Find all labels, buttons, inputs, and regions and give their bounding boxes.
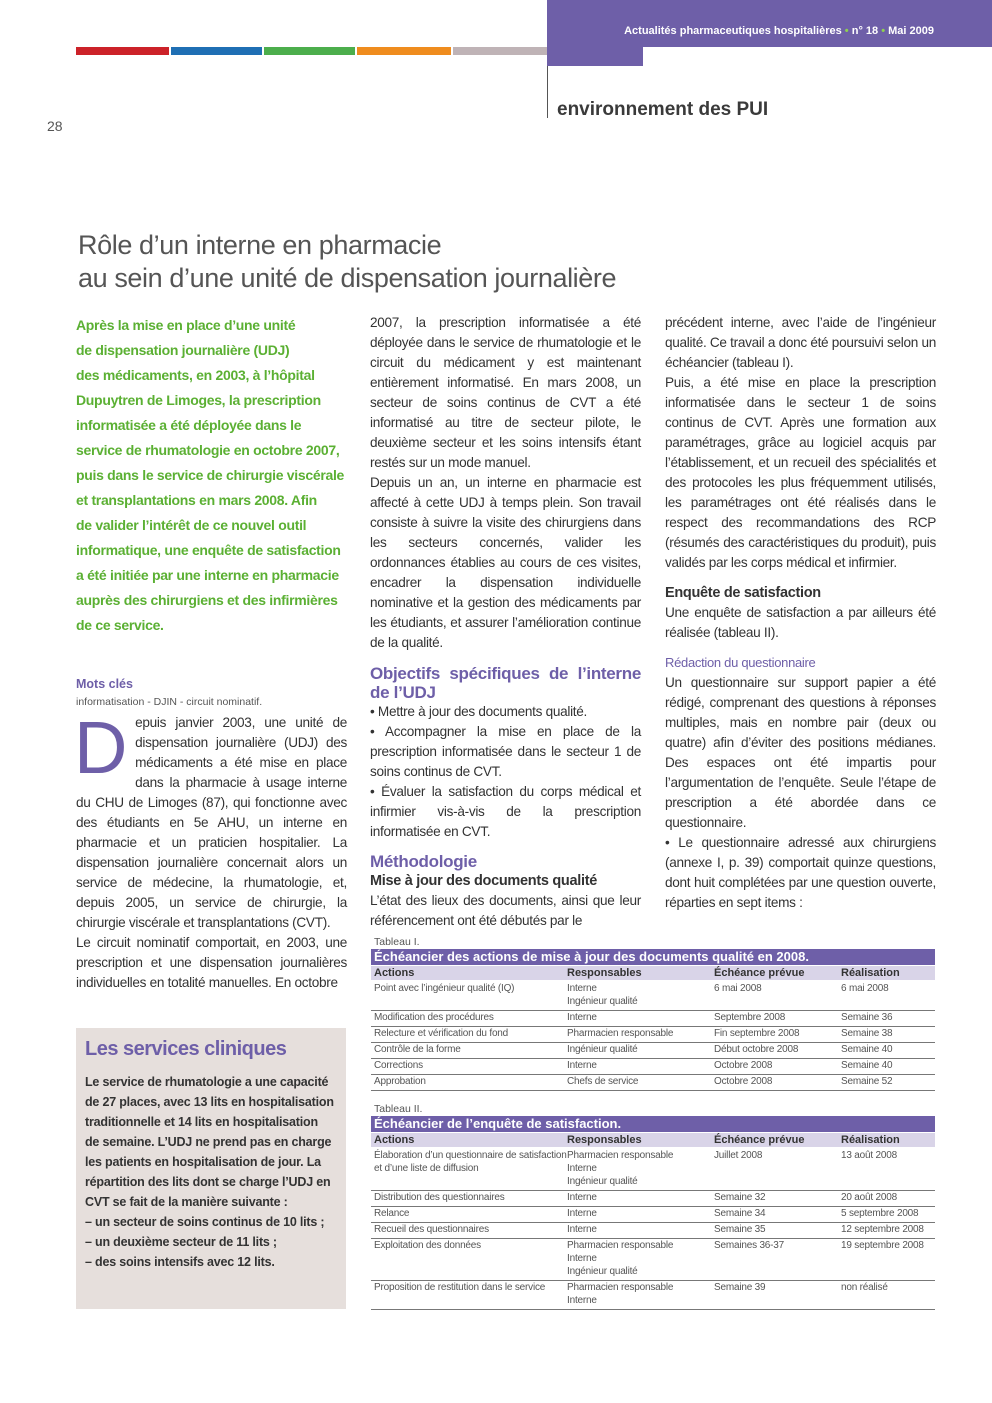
heading-enquete: Enquête de satisfaction — [665, 585, 821, 601]
bullet-item: • Accompagner la mise en place de la prescription informatisée dans le secteur 1 de soins continus de CVT. — [370, 724, 641, 779]
separator-dot: • — [881, 25, 886, 37]
paragraph: • Le questionnaire adressé aux chirurgiens (annexe I, p. 39) comportait quinze questions, dont huit complétées par une question ouverte, réparties en sept items : — [665, 835, 936, 910]
box-paragraph: Le service de rhumatologie a une capacité de 27 places, avec 13 lits en hospitalisation traditionnelle et 14 lits en hospitalisation de semaine. L’UDJ ne prend pas en charge les patients en hospitalisation de jour. La répartition des lits dont se charge l’UDJ en CVT se fait de la manière suivante : — [85, 1075, 334, 1209]
table-cell: Pharmacien responsable Interne Ingénieur qualité — [567, 1150, 674, 1187]
paragraph: Le circuit nominatif comportait, en 2003, une prescription et une dispensation journalières individuelles en totalité manuelles. En octobre — [76, 935, 347, 990]
table-cell: Juillet 2008 — [714, 1150, 763, 1161]
color-bar-segment — [264, 47, 355, 55]
table-row — [371, 1281, 935, 1310]
table-cell: Élaboration d’un questionnaire de satisfaction et d’une liste de diffusion — [374, 1150, 567, 1174]
intro-line: informatisée a été déployée dans le — [76, 417, 302, 433]
box-list-item: – un deuxième secteur de 11 lits ; — [85, 1235, 277, 1249]
table-cell: non réalisé — [841, 1282, 888, 1293]
table-header-cell: Échéance prévue — [714, 967, 805, 979]
intro-line: service de rhumatologie en octobre 2007, — [76, 442, 340, 458]
table-row — [371, 1027, 935, 1043]
table-cell: 13 août 2008 — [841, 1150, 897, 1161]
intro-line: et transplantations en mars 2008. Afin — [76, 492, 317, 508]
article-intro — [76, 313, 351, 638]
table2-caption: Tableau II. — [374, 1103, 423, 1115]
section-title: environnement des PUI — [557, 99, 769, 120]
bullet-item: • Mettre à jour des documents qualité. — [370, 704, 588, 719]
color-bar-segment — [357, 47, 451, 55]
intro-line: auprès des chirurgiens et des infirmières — [76, 592, 338, 608]
article-title-line: Rôle d’un interne en pharmacie — [78, 230, 442, 260]
box-list-item: – des soins intensifs avec 12 lits. — [85, 1255, 275, 1269]
table-header-cell: Responsables — [567, 1134, 642, 1146]
journal-name: Actualités pharmaceutiques hospitalières — [624, 25, 842, 37]
table-cell: Recueil des questionnaires — [374, 1224, 489, 1235]
table-row — [371, 982, 935, 1011]
table-row — [371, 1191, 935, 1207]
paragraph: Depuis un an, un interne en pharmacie est affecté à cette UDJ à temps plein. Son travail consiste à suivre la visite des chirurgiens dans les secteurs concernés, valider les ordonnances établies au cours de ces visites, encadrer la dispensation individuelle nominative et la gestion des médicaments par les étudiants, et assurer l’amélioration continue de la qualité. — [370, 475, 641, 650]
intro-line: puis dans le service de chirurgie viscérale — [76, 467, 345, 483]
table-cell: Semaine 52 — [841, 1076, 893, 1087]
table-header-cell: Réalisation — [841, 1134, 900, 1146]
table-cell: Semaine 34 — [714, 1208, 766, 1219]
table-header-cell: Actions — [374, 967, 415, 979]
table-row — [371, 1043, 935, 1059]
paragraph: 2007, la prescription informatisée a été déployée dans le service de rhumatologie et le circuit du médicament y est maintenant entièrement informatisé. En mars 2008, un secteur de soins continus de CVT a été informatisé au titre de secteur pilote, le deuxième secteur et les soins intensifs étant restés sur un mode manuel. — [370, 315, 641, 470]
intro-line: de valider l’intérêt de ce nouvel outil — [76, 517, 307, 533]
table-cell: Distribution des questionnaires — [374, 1192, 505, 1203]
table2-title: Échéancier de l’enquête de satisfaction. — [371, 1116, 935, 1132]
paragraph: Puis, a été mise en place la prescription informatisée dans le secteur 1 de soins continus de CVT. Après une formation aux paramétrages, grâce au logiciel acquis par l’établissement, et un recueil des spécialités et des protocoles les plus fréquemment utilisés, les paramétrages ont été réalisés dans le respect des recommandations des RCP (résumés des caractéristiques du produit), puis validés par les corps médical et infirmier. — [665, 375, 936, 570]
color-bar-segment — [171, 47, 262, 55]
intro-line: Après la mise en place d’une unité — [76, 317, 296, 333]
table-cell: Relecture et vérification du fond — [374, 1028, 509, 1039]
heading-redaction: Rédaction du questionnaire — [665, 655, 816, 670]
table-cell: Corrections — [374, 1060, 423, 1071]
table-header-cell: Réalisation — [841, 967, 900, 979]
table-cell: Contrôle de la forme — [374, 1044, 461, 1055]
table-cell: 6 mai 2008 — [841, 983, 889, 994]
table-cell: Chefs de service — [567, 1076, 639, 1087]
table1-title: Échéancier des actions de mise à jour des documents qualité en 2008. — [371, 949, 935, 965]
column-3 — [665, 313, 936, 913]
issue-date: Mai 2009 — [888, 25, 934, 37]
paragraph: précédent interne, avec l’aide de l’ingénieur qualité. Ce travail a donc été poursuivi selon un échéancier (tableau I). — [665, 315, 936, 370]
box-list-item: – un secteur de soins continus de 10 lits ; — [85, 1215, 325, 1229]
table-cell: Semaine 32 — [714, 1192, 766, 1203]
intro-line: de dispensation journalière (UDJ) — [76, 342, 290, 358]
page-number: 28 — [47, 118, 63, 134]
table-row — [371, 1059, 935, 1075]
table-cell: Semaine 39 — [714, 1282, 766, 1293]
table-cell: Interne Ingénieur qualité — [567, 983, 638, 1007]
table-cell: 6 mai 2008 — [714, 983, 762, 994]
table-cell: 5 septembre 2008 — [841, 1208, 919, 1219]
table-cell: Semaine 38 — [841, 1028, 893, 1039]
color-bar-segment — [76, 47, 169, 55]
article-title-line: au sein d’une unité de dispensation journalière — [78, 263, 617, 293]
heading-methodologie: Méthodologie — [370, 852, 477, 871]
table-cell: Semaine 36 — [841, 1012, 893, 1023]
table-cell: Modification des procédures — [374, 1012, 494, 1023]
journal-header-text — [624, 25, 934, 37]
heading-maj-documents: Mise à jour des documents qualité — [370, 873, 597, 889]
table-row — [371, 1075, 935, 1091]
table-cell: Pharmacien responsable Interne — [567, 1282, 674, 1306]
table-cell: 19 septembre 2008 — [841, 1240, 924, 1251]
color-bar-segment — [453, 47, 547, 55]
bullet-item: • Évaluer la satisfaction du corps médical et infirmier vis-à-vis de la prescription informatisée en CVT. — [370, 784, 641, 839]
table-cell: Fin septembre 2008 — [714, 1028, 800, 1039]
paragraph: L’état des lieux des documents, ainsi que leur référencement ont été débutés par le — [370, 893, 641, 928]
table-header-cell: Actions — [374, 1134, 415, 1146]
column-1 — [74, 706, 347, 993]
journal-header-band — [547, 0, 992, 47]
intro-line: de ce service. — [76, 617, 164, 633]
intro-line: informatique, une enquête de satisfaction — [76, 542, 341, 558]
table-cell: Interne — [567, 1224, 597, 1235]
header-tab — [547, 47, 643, 66]
table-cell: 12 septembre 2008 — [841, 1224, 924, 1235]
table-cell: Interne — [567, 1060, 597, 1071]
paragraph — [74, 706, 347, 933]
table-cell: Début octobre 2008 — [714, 1044, 799, 1055]
table-cell: Relance — [374, 1208, 410, 1219]
table-row — [371, 1011, 935, 1027]
column-2 — [370, 313, 641, 931]
article-title — [78, 229, 616, 295]
paragraph: Un questionnaire sur support papier a été rédigé, comprenant des questions à réponses multiples, mais en nombre pair (deux ou quatre) afin d’éviter des positions médianes. Des espaces ont été impartis pour l’argumentation de l’enquête. Seule l’étape de prescription a été abordée dans ce questionnaire. — [665, 675, 936, 830]
paragraph: Une enquête de satisfaction a par ailleurs été réalisée (tableau II). — [665, 605, 936, 640]
table-cell: Point avec l’ingénieur qualité (IQ) — [374, 983, 515, 994]
table-cell: Septembre 2008 — [714, 1012, 786, 1023]
table-row — [371, 1149, 935, 1191]
table-cell: Semaine 40 — [841, 1060, 893, 1071]
table-row — [371, 1207, 935, 1223]
keywords-title: Mots clés — [76, 677, 133, 691]
table1-caption: Tableau I. — [374, 936, 420, 948]
table-cell: Semaines 36-37 — [714, 1240, 785, 1251]
table-row — [371, 1239, 935, 1281]
intro-line: a été initiée par une interne en pharmacie — [76, 567, 339, 583]
box-body — [85, 1072, 335, 1272]
table-row — [371, 1223, 935, 1239]
box-title: Les services cliniques — [85, 1038, 287, 1060]
intro-line: Dupuytren de Limoges, la prescription — [76, 392, 321, 408]
table-cell: Ingénieur qualité — [567, 1044, 638, 1055]
table-cell: Pharmacien responsable — [567, 1028, 674, 1039]
paragraph-text: epuis janvier 2003, une unité de dispensation journalière (UDJ) des médicaments a été mise en place dans la pharmacie à usage interne du CHU de Limoges (87), qui fonctionne avec des étudiants en 5e AHU, un interne en pharmacie et un praticien hospitalier. La dispensation journalière concernait alors un service de médecine, la rhumatologie, et, depuis 2005, un service de chirurgie, la chirurgie viscérale et transplantations (CVT). — [76, 715, 347, 930]
drop-cap: D — [74, 706, 128, 789]
table-cell: Proposition de restitution dans le service — [374, 1282, 546, 1293]
table-header-cell: Responsables — [567, 967, 642, 979]
table-cell: Approbation — [374, 1076, 426, 1087]
table-cell: Interne — [567, 1192, 597, 1203]
table-cell: Interne — [567, 1012, 597, 1023]
section-divider — [547, 66, 548, 118]
separator-dot: • — [844, 25, 849, 37]
table-header-cell: Échéance prévue — [714, 1134, 805, 1146]
keywords-list: informatisation - DJIN - circuit nominatif. — [76, 696, 263, 708]
table-cell: Octobre 2008 — [714, 1076, 773, 1087]
table-cell: Interne — [567, 1208, 597, 1219]
table2-header-row — [371, 1133, 935, 1147]
table-cell: 20 août 2008 — [841, 1192, 897, 1203]
table-cell: Exploitation des données — [374, 1240, 481, 1251]
table1-header-row — [371, 966, 935, 980]
table-cell: Pharmacien responsable Interne Ingénieur qualité — [567, 1240, 674, 1277]
table-cell: Semaine 35 — [714, 1224, 766, 1235]
intro-line: des médicaments, en 2003, à l’hôpital — [76, 367, 315, 383]
table-cell: Octobre 2008 — [714, 1060, 773, 1071]
heading-objectifs: Objectifs spécifiques de l’interne de l’UDJ — [370, 664, 641, 702]
issue-number: n° 18 — [851, 25, 879, 37]
sidebar-box-services — [76, 1028, 346, 1309]
table-cell: Semaine 40 — [841, 1044, 893, 1055]
